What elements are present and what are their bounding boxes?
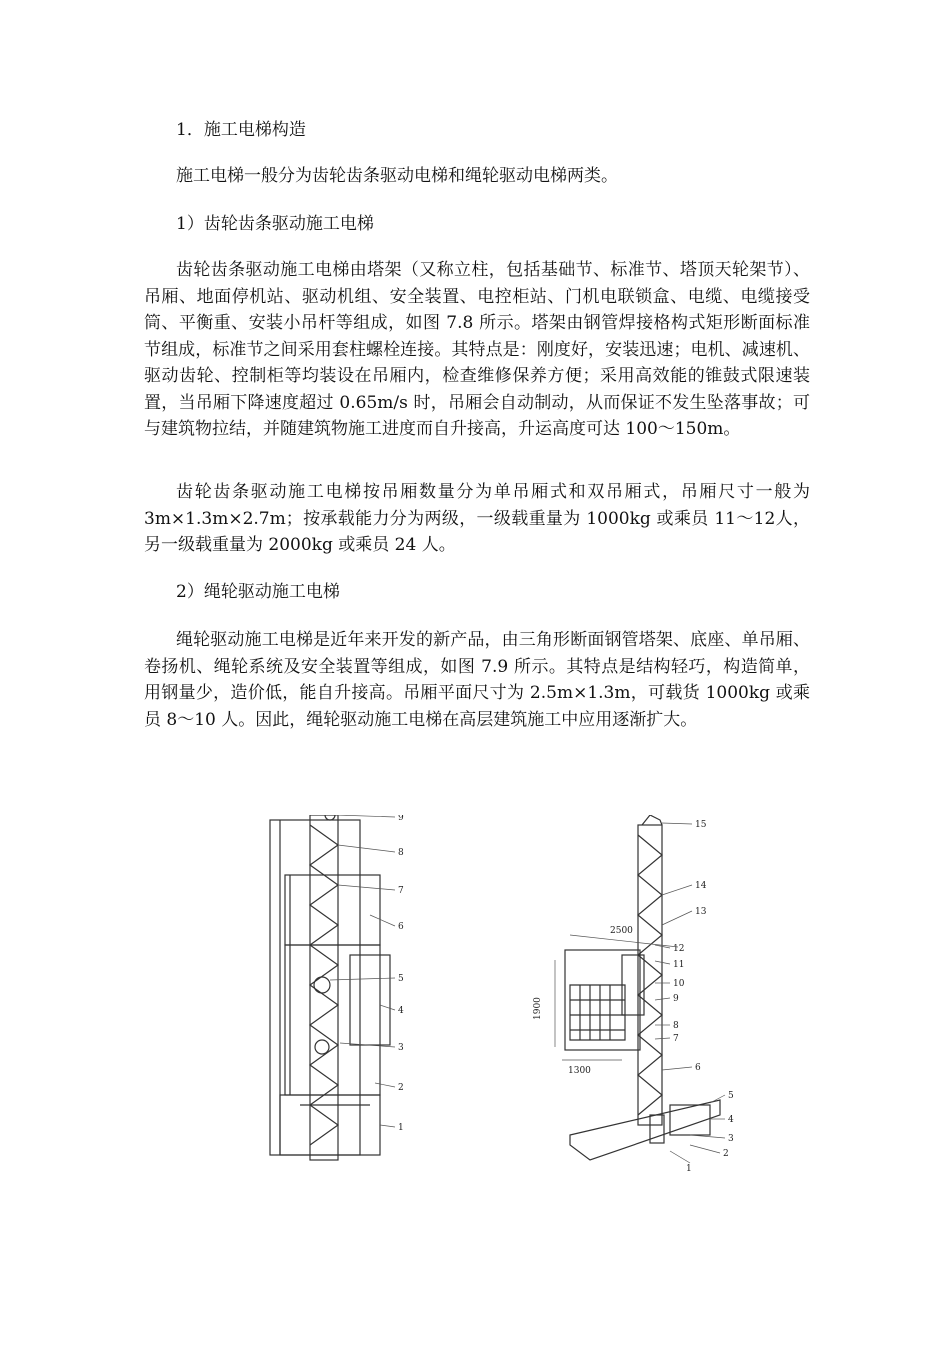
paragraph-rack-pinion: 齿轮齿条驱动施工电梯由塔架（又称立柱，包括基础节、标准节、塔顶天轮架节）、吊厢、地面停机站、驱动机组、安全装置、电控柜站、门机电联锁盒、电缆、电缆接受筒、平衡重、安装小吊杆等组成，如图 7.8 所示。塔架由钢管焊接格构式矩形断面标准节组成，标准节之间采用套柱螺栓连接。其特点是：刚度好，安装迅速；电机、减速机、驱动齿轮、控制柜等均装设在吊厢内，检查维修保养方便；采用高效能的锥鼓式限速装置，当吊厢下降速度超过 0.65m/s 时，吊厢会自动制动，从而保证不发生坠落事故；可与建筑物拉结，并随建筑物施工进度而自升接高，升运高度可达 100～150m。 xyxy=(144,260,810,439)
intro-paragraph: 施工电梯一般分为齿轮齿条驱动电梯和绳轮驱动电梯两类。 xyxy=(176,166,618,186)
callout-label: 5 xyxy=(728,1091,734,1101)
callout-label: 1 xyxy=(686,1164,692,1174)
left-leader-lines xyxy=(330,815,395,1127)
callout-label: 5 xyxy=(398,974,404,984)
elevator-figures xyxy=(250,815,770,1180)
dimension-height: 1900 xyxy=(533,997,543,1020)
callout-label: 4 xyxy=(728,1115,734,1125)
callout-label: 1 xyxy=(398,1123,404,1133)
rope-wheel-elevator-drawing xyxy=(565,815,720,1160)
paragraph-cage-capacity: 齿轮齿条驱动施工电梯按吊厢数量分为单吊厢式和双吊厢式，吊厢尺寸一般为 3m×1.3m×2.7m；按承载能力分为两级，一级载重量为 1000kg 或乘员 11～12人，另一级载重量为 2000kg 或乘员 24 人。 xyxy=(144,482,810,555)
right-leader-lines xyxy=(655,823,725,1163)
callout-label: 11 xyxy=(673,960,685,970)
callout-label: 3 xyxy=(398,1043,404,1053)
left-callout-labels xyxy=(398,815,404,1133)
rack-pinion-elevator-drawing xyxy=(270,815,390,1160)
dimension-depth: 1300 xyxy=(568,1066,591,1076)
callout-label: 7 xyxy=(398,886,404,896)
callout-label: 14 xyxy=(695,881,707,891)
callout-label: 6 xyxy=(695,1063,701,1073)
dimension-width: 2500 xyxy=(610,926,633,936)
paragraph-rope-driven: 绳轮驱动施工电梯是近年来开发的新产品，由三角形断面钢管塔架、底座、单吊厢、卷扬机、绳轮系统及安全装置等组成，如图 7.9 所示。其特点是结构轻巧，构造简单，用钢量少，造价低，能自升接高。吊厢平面尺寸为 2.5m×1.3m，可载货 1000kg 或乘员 8～10 人。因此，绳轮驱动施工电梯在高层建筑施工中应用逐渐扩大。 xyxy=(144,630,810,730)
callout-label: 3 xyxy=(728,1134,734,1144)
callout-label: 9 xyxy=(398,815,404,823)
callout-label: 2 xyxy=(398,1083,404,1093)
callout-label: 12 xyxy=(673,944,685,954)
section-heading: 1．施工电梯构造 xyxy=(176,120,306,140)
callout-label: 6 xyxy=(398,922,404,932)
callout-label: 8 xyxy=(398,848,404,858)
callout-label: 9 xyxy=(673,994,679,1004)
elevator-drawings xyxy=(250,815,770,1180)
callout-label: 8 xyxy=(673,1021,679,1031)
callout-label: 7 xyxy=(673,1034,679,1044)
callout-label: 4 xyxy=(398,1006,404,1016)
dimension-annotations xyxy=(533,926,678,1076)
subheading-rope-driven: 2）绳轮驱动施工电梯 xyxy=(176,582,340,602)
callout-label: 10 xyxy=(673,979,685,989)
callout-label: 15 xyxy=(695,820,707,830)
subheading-rack-pinion: 1）齿轮齿条驱动施工电梯 xyxy=(176,214,374,234)
callout-label: 2 xyxy=(723,1149,729,1159)
callout-label: 13 xyxy=(695,907,707,917)
